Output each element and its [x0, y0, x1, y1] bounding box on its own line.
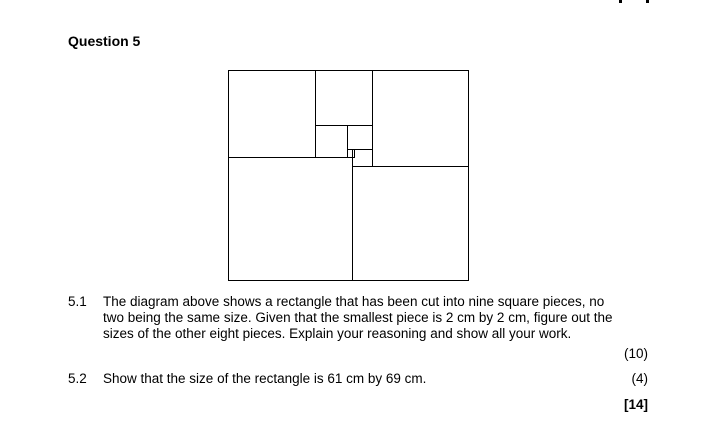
square-top-middle — [316, 71, 373, 126]
item-text: Show that the size of the rectangle is 61 cm by 69 cm. — [103, 371, 427, 386]
square-small-lower — [353, 150, 373, 167]
item-marks: (10) — [623, 346, 648, 361]
square-top-right — [373, 71, 469, 167]
square-bottom-left — [229, 158, 353, 281]
squared-rectangle-diagram — [228, 70, 469, 281]
page-corner-mark — [619, 0, 649, 3]
square-smallest — [348, 150, 355, 158]
square-center-left — [316, 126, 348, 158]
question-item-5-2 — [68, 371, 648, 389]
item-number: 5.1 — [68, 294, 87, 309]
question-item-5-1 — [68, 294, 648, 364]
square-top-left — [229, 71, 316, 158]
square-bottom-right — [353, 167, 469, 281]
question-title: Question 5 — [68, 33, 141, 49]
item-marks: (4) — [631, 371, 648, 386]
total-marks: [14] — [623, 397, 648, 412]
item-text: The diagram above shows a rectangle that has been cut into nine square pieces, no two being the same size. Given that the smallest piece is 2 cm by 2 cm, figure out the sizes of the other eight pieces. Explain your reasoning and show all your work. — [103, 294, 613, 341]
outer-rectangle — [229, 71, 469, 281]
item-number: 5.2 — [68, 371, 87, 386]
square-center-right — [348, 126, 373, 150]
